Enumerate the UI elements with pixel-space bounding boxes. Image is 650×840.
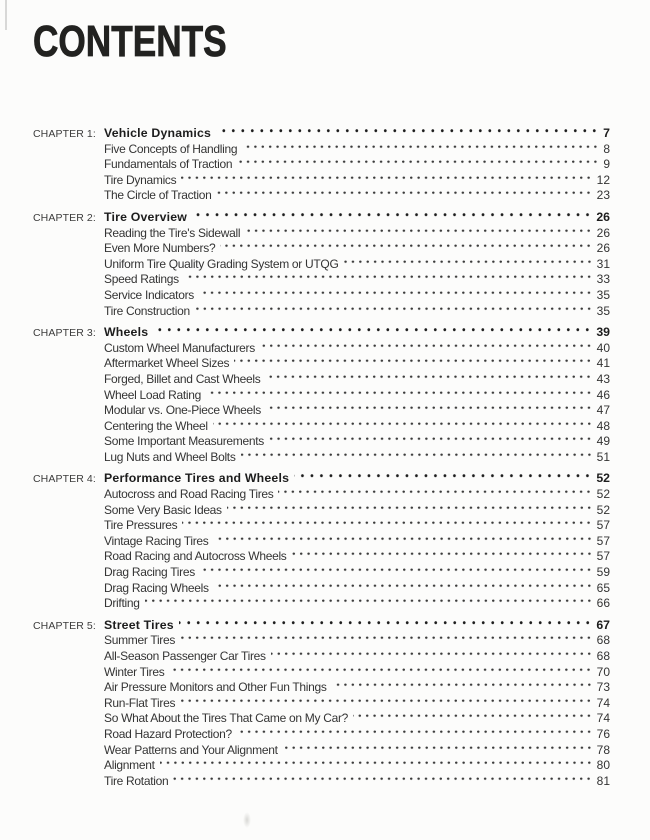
toc-entry-row <box>33 487 610 503</box>
toc-entry-row <box>33 503 610 519</box>
page-title: CONTENTS <box>33 17 227 66</box>
toc-entry-row <box>33 434 610 450</box>
entry-title: Winter Tires <box>104 664 165 679</box>
dot-leader <box>237 157 600 173</box>
dot-leader <box>271 649 594 665</box>
entry-title: Modular vs. One-Piece Wheels <box>104 403 261 418</box>
toc-entry-row <box>33 581 610 597</box>
dot-leader <box>269 434 594 450</box>
toc-entry-row <box>33 549 610 565</box>
dot-leader <box>241 450 594 466</box>
entry-title: Drifting <box>104 596 140 611</box>
entry-title: So What About the Tires That Came on My Car? <box>104 711 349 726</box>
dot-leader <box>216 126 600 142</box>
entry-title: Autocross and Road Racing Tires <box>104 487 274 502</box>
scan-artifact-smudge <box>243 812 251 828</box>
page-number: 31 <box>596 256 610 271</box>
toc-entry-row <box>33 241 610 257</box>
toc-entry-row <box>33 565 610 581</box>
toc-entry-row <box>33 518 610 534</box>
page-number: 66 <box>596 596 610 611</box>
dot-leader <box>245 226 593 242</box>
page-number: 46 <box>596 387 610 402</box>
dot-leader <box>260 341 594 357</box>
dot-leader <box>179 618 593 634</box>
dot-leader <box>265 372 593 388</box>
chapter-block <box>33 126 610 204</box>
page-number: 52 <box>596 487 610 502</box>
dot-leader <box>278 487 593 503</box>
dot-leader <box>234 356 593 372</box>
page-number: 7 <box>603 126 610 140</box>
toc-entry-row <box>33 226 610 242</box>
toc-entry-row <box>33 372 610 388</box>
toc-entry-row <box>33 188 610 204</box>
entry-title: Some Important Measurements <box>104 434 264 449</box>
page-number: 43 <box>596 371 610 386</box>
toc-entry-row <box>33 596 610 612</box>
toc-entry-row <box>33 304 610 320</box>
entry-title: Custom Wheel Manufacturers <box>104 340 255 355</box>
dot-leader <box>266 403 594 419</box>
dot-leader <box>160 758 594 774</box>
entry-title: Centering the Wheel <box>104 418 208 433</box>
toc-entry-row <box>33 649 610 665</box>
entry-title: Service Indicators <box>104 287 194 302</box>
toc-entry-row <box>33 288 610 304</box>
toc-entry-row <box>33 157 610 173</box>
dot-leader <box>213 419 594 435</box>
entry-title: Road Racing and Autocross Wheels <box>104 549 287 564</box>
entry-title: Uniform Tire Quality Grading System or UTQG <box>104 256 339 271</box>
page-number: 49 <box>596 434 610 449</box>
entry-title: Reading the Tire's Sidewall <box>104 225 241 240</box>
dot-leader <box>294 471 593 487</box>
scan-artifact-edge <box>5 0 7 30</box>
page-number: 76 <box>596 726 610 741</box>
page-number: 74 <box>596 711 610 726</box>
toc-entry-row <box>33 341 610 357</box>
entry-title: All-Season Passenger Car Tires <box>104 649 266 663</box>
dot-leader <box>237 727 594 743</box>
dot-leader <box>283 743 594 759</box>
page-number: 47 <box>596 403 610 418</box>
entry-title: Vintage Racing Tires <box>104 533 209 548</box>
chapter-label: CHAPTER 3: <box>33 327 96 340</box>
entry-title: Wear Patterns and Your Alignment <box>104 742 278 757</box>
dot-leader <box>292 549 594 565</box>
chapter-block <box>33 618 610 790</box>
dot-leader <box>169 665 593 681</box>
dot-leader <box>353 711 594 727</box>
toc-entry-row <box>33 257 610 273</box>
page-number: 8 <box>603 141 610 156</box>
toc-entry-row <box>33 534 610 550</box>
chapter-heading-row <box>33 618 610 634</box>
toc-entry-row <box>33 403 610 419</box>
toc-entry-row <box>33 680 610 696</box>
dot-leader <box>332 680 594 696</box>
entry-title: Tire Dynamics <box>104 172 177 187</box>
dot-leader <box>180 633 594 649</box>
dot-leader <box>182 518 593 534</box>
chapter-block <box>33 325 610 465</box>
dot-leader <box>200 565 594 581</box>
toc-entry-row <box>33 388 610 404</box>
page-number: 78 <box>596 742 610 757</box>
page-number: 26 <box>596 225 610 240</box>
dot-leader <box>214 534 594 550</box>
entry-title: Drag Racing Wheels <box>104 580 209 595</box>
dot-leader <box>195 304 594 320</box>
page-number: 52 <box>596 502 610 517</box>
page-number: 68 <box>596 649 610 663</box>
page-number: 74 <box>596 695 610 710</box>
dot-leader <box>220 241 593 257</box>
dot-leader <box>199 288 594 304</box>
toc-entry-row <box>33 633 610 649</box>
entry-title: Road Hazard Protection? <box>104 726 232 741</box>
page-number: 57 <box>596 518 610 533</box>
entry-title: Wheel Load Rating <box>104 387 201 402</box>
toc-entry-row <box>33 419 610 435</box>
entry-title: Tire Rotation <box>104 773 169 788</box>
toc-entry-row <box>33 727 610 743</box>
entry-title: Air Pressure Monitors and Other Fun Things <box>104 680 327 695</box>
dot-leader <box>242 142 600 158</box>
chapter-heading-row <box>33 471 610 487</box>
entry-title: Five Concepts of Handling <box>104 141 238 156</box>
page-number: 26 <box>596 241 610 256</box>
entry-title: Some Very Basic Ideas <box>104 502 222 517</box>
chapter-label: CHAPTER 5: <box>33 619 96 632</box>
page-number: 73 <box>596 680 610 695</box>
page-number: 65 <box>596 580 610 595</box>
toc-entry-row <box>33 272 610 288</box>
entry-title: Speed Ratings <box>104 272 179 287</box>
dot-leader <box>153 325 593 341</box>
page-number: 81 <box>596 773 610 788</box>
page-number: 59 <box>596 565 610 580</box>
chapter-label: CHAPTER 4: <box>33 473 96 486</box>
page-number: 52 <box>596 471 610 486</box>
page-number: 68 <box>596 633 610 648</box>
dot-leader <box>192 210 593 226</box>
toc-entry-row <box>33 356 610 372</box>
toc-entry-row <box>33 173 610 189</box>
dot-leader <box>344 257 594 273</box>
chapter-label: CHAPTER 1: <box>33 128 96 140</box>
entry-title: Tire Pressures <box>104 518 178 533</box>
chapter-label: CHAPTER 2: <box>33 211 96 224</box>
entry-title: Alignment <box>104 758 155 773</box>
toc-entry-row <box>33 774 610 790</box>
page-number: 67 <box>596 617 610 632</box>
chapter-title: Performance Tires and Wheels <box>104 471 290 486</box>
toc-entry-row <box>33 696 610 712</box>
chapter-block <box>33 471 610 611</box>
entry-title: Tire Construction <box>104 303 190 318</box>
dot-leader <box>216 188 593 204</box>
dot-leader <box>214 581 594 597</box>
page-number: 70 <box>596 664 610 679</box>
entry-title: Run-Flat Tires <box>104 695 176 710</box>
chapter-heading-row <box>33 126 610 142</box>
page-number: 33 <box>596 272 610 287</box>
entry-title: Lug Nuts and Wheel Bolts <box>104 449 236 464</box>
entry-title: Forged, Billet and Cast Wheels <box>104 371 261 386</box>
chapter-title: Wheels <box>104 325 149 340</box>
toc-entry-row <box>33 758 610 774</box>
entry-title: Even More Numbers? <box>104 241 216 256</box>
entry-title: Summer Tires <box>104 633 176 648</box>
page-number: 80 <box>596 758 610 773</box>
chapter-heading-row <box>33 325 610 341</box>
page-number: 35 <box>596 287 610 302</box>
page-number: 57 <box>596 549 610 564</box>
toc-entry-row <box>33 142 610 158</box>
dot-leader <box>181 173 593 189</box>
chapter-title: Vehicle Dynamics <box>104 126 212 140</box>
dot-leader <box>173 774 593 790</box>
page-number: 12 <box>596 172 610 187</box>
entry-title: Drag Racing Tires <box>104 565 195 580</box>
chapter-heading-row <box>33 210 610 226</box>
page-number: 26 <box>596 209 610 224</box>
chapter-title: Tire Overview <box>104 209 188 224</box>
table-of-contents <box>33 126 610 789</box>
page-number: 57 <box>596 533 610 548</box>
page-number: 23 <box>596 188 610 203</box>
dot-leader <box>180 696 593 712</box>
entry-title: Fundamentals of Traction <box>104 157 233 172</box>
page-number: 40 <box>596 340 610 355</box>
dot-leader <box>145 596 594 612</box>
dot-leader <box>184 272 594 288</box>
page-number: 39 <box>596 325 610 340</box>
dot-leader <box>206 388 594 404</box>
entry-title: Aftermarket Wheel Sizes <box>104 356 230 371</box>
toc-entry-row <box>33 711 610 727</box>
chapter-block <box>33 210 610 319</box>
entry-title: The Circle of Traction <box>104 188 212 203</box>
dot-leader <box>227 503 594 519</box>
page-number: 41 <box>596 356 610 371</box>
chapter-title: Street Tires <box>104 617 174 632</box>
toc-entry-row <box>33 665 610 681</box>
page-number: 9 <box>603 157 610 172</box>
toc-entry-row <box>33 450 610 466</box>
page-number: 51 <box>596 449 610 464</box>
toc-entry-row <box>33 743 610 759</box>
page-number: 35 <box>596 303 610 318</box>
page-number: 48 <box>596 418 610 433</box>
